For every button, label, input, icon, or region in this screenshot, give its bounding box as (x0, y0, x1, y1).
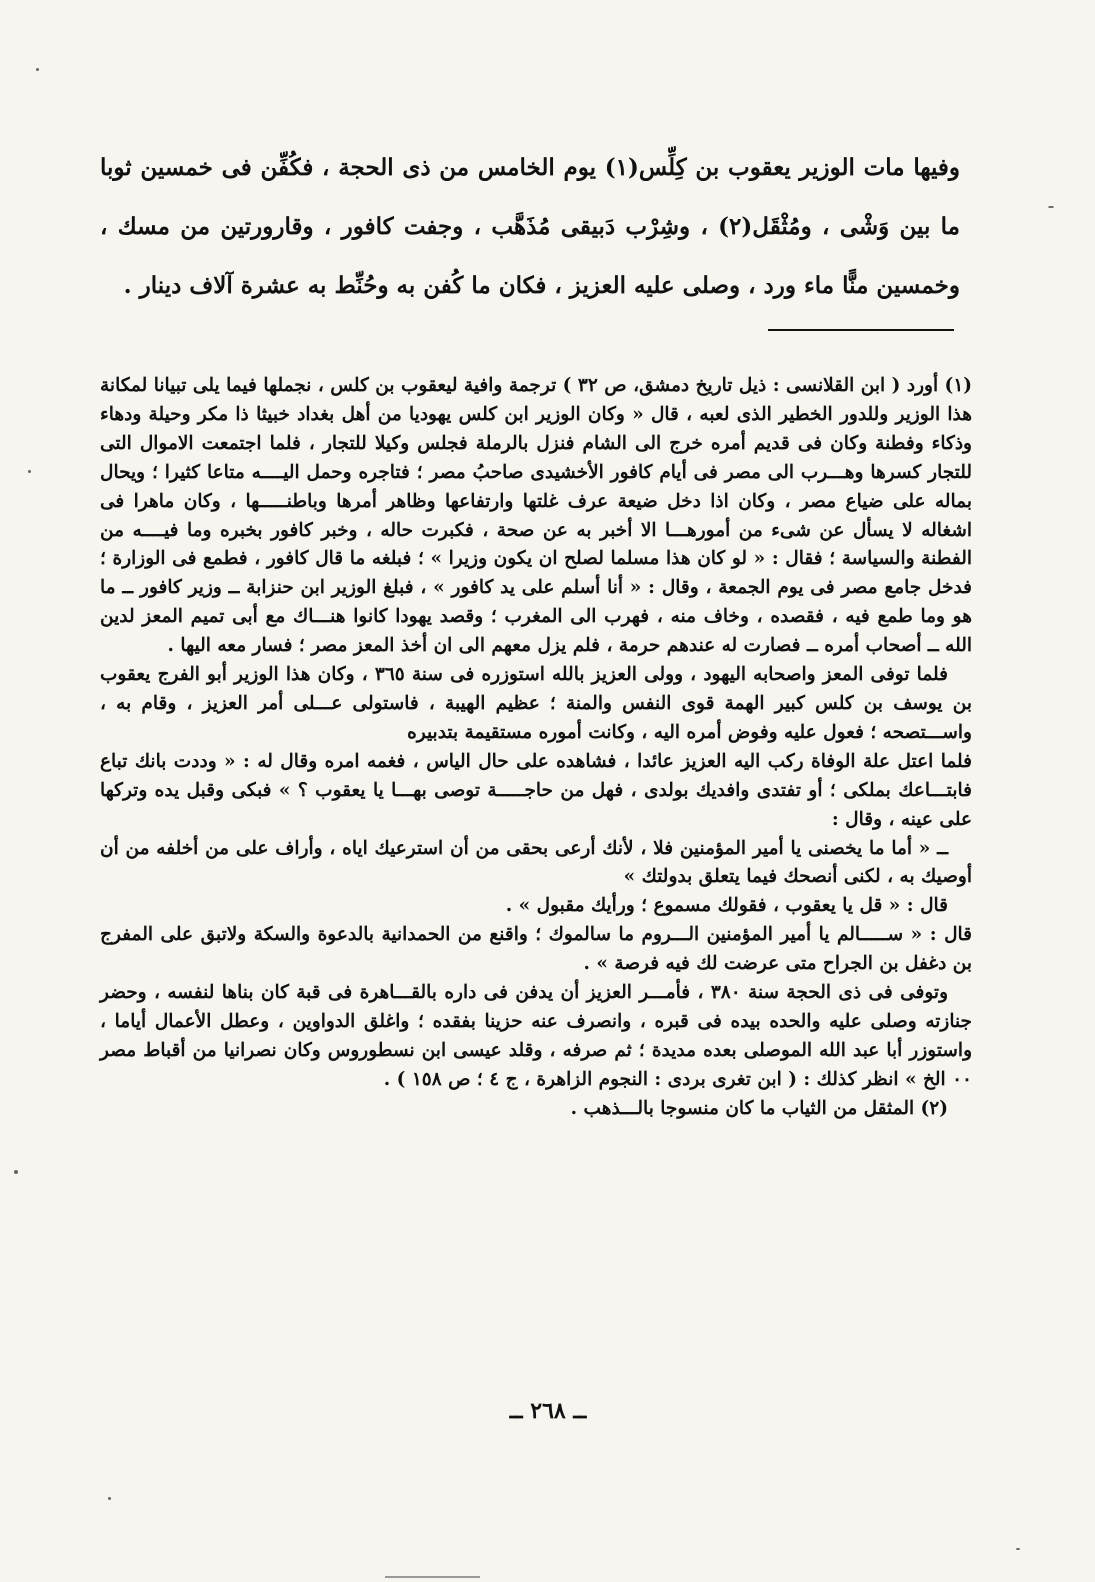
scan-speck (1048, 206, 1054, 208)
footnote-1-paragraph: وتوفى فى ذى الحجة سنة ٣٨٠ ، فأمـــر العزيز أن يدفن فى داره بالقـــاهرة فى قبة كان بناها لنفسه ، وحضر جنازته وصلى عليه والحده بيده فى قبره ، وانصرف عنه حزينا بفقده ؛ واغلق الدواوين ، وعطل الأعمال أياما ، واستوزر أبا عبد الله الموصلى بعده مديدة ؛ ثم صرفه ، وقلد عيسى ابن نسطوروس وكان نصرانيا من أقباط مصر ٠٠ الخ » انظر كذلك : ( ابن تغرى بردى : النجوم الزاهرة ، ج ٤ ؛ ص ١٥٨ ) . (100, 982, 972, 1090)
footnote-1-quote: ــ « أما ما يخصنى يا أمير المؤمنين فلا ، لأنك أرعى بحقى من أن استرعيك اياه ، وأراف على من أخلفه من أن أوصيك به ، لكنى أنصحك فيما يتعلق بدولتك » (100, 837, 972, 888)
footnote-1-paragraph: فلما توفى المعز واصحابه اليهود ، وولى العزيز بالله استوزره فى سنة ٣٦٥ ، وكان هذا الوزير أبو الفرج يعقوب بن يوسف بن كلس كبير الهمة قوى النفس والمنة ؛ عظيم الهيبة ، فاستولى عـــلى أمر العزيز ، وقام به ، واســـتصحه ؛ فعول عليه وفوض أمره اليه ، وكانت أموره مستقيمة بتدبيره (100, 664, 972, 743)
footnote-1-paragraph: (١) أورد ( ابن القلانسى : ذيل تاريخ دمشق، ص ٣٢ ) ترجمة وافية ليعقوب بن كلس ، نجملها فيما يلى تبيانا لمكانة هذا الوزير وللدور الخطير الذى لعبه ، قال « وكان الوزير ابن كلس يهوديا من أهل بغداد خبيثا ذا مكر وحيلة ودهاء وذكاء وفطنة وكان فى قديم أمره خرج الى الشام فنزل بالرملة فجلس وكيلا للتجار ، فلما اجتمعت الاموال التى للتجار كسرها وهـــرب الى مصر فى أيام كافور الأخشيدى صاحبُ مصر ؛ فتاجره وحمل اليــــه متاعا كثيرا ؛ ويحال بماله على ضياع مصر ، وكان اذا دخل ضيعة عرف غلتها وارتفاعها وظاهر أمرها وباطنـــــها ، وكان ماهرا فى اشغاله لا يسأل عن شىء من أمورهـــا الا أخبر به عن صحة ، فكبرت حاله ، وخبر كافور بخبره وما فيــــه من الفطنة والسياسة ؛ فقال : « لو كان هذا مسلما لصلح ان يكون وزيرا » ؛ فبلغه ما قال كافور ، فطمع فى الوزارة ؛ فدخل جامع مصر فى يوم الجمعة ، وقال : « أنا أسلم على يد كافور » ، فبلغ الوزير ابن حنزابة ــ وزير كافور ــ ما هو وما طمع فيه ، فقصده ، وخاف منه ، فهرب الى المغرب ؛ وقصد يهودا كانوا هنـــاك مع أبى تميم المعز لدين الله ــ أصحاب أمره ــ فصارت له عندهم حرمة ، فلم يزل معهم الى ان أخذ المعز مصر ؛ فسار معه اليها . (100, 375, 973, 657)
footnote-separator (768, 329, 954, 331)
scan-edge-mark (385, 1576, 480, 1578)
scan-speck (108, 1497, 111, 1500)
footnote-2: (٢) المثقل من الثياب ما كان منسوجا بالـــذهب . (570, 1097, 948, 1119)
scan-speck (36, 68, 39, 71)
footnote-1-quote: قال : « ســـــالم يا أمير المؤمنين الـــروم ما سالموك ؛ واقنع من الحمدانية بالدعوة والسكة ولاتبق على المفرج بن دغفل بن الجراح متى عرضت لك فيه فرصة » . (100, 924, 972, 975)
main-paragraph: وفيها مات الوزير يعقوب بن كِلِّس(١) يوم الخامس من ذى الحجة ، فكُفِّن فى خمسين ثوبا ما بين وَشْى ، ومُثْقَل(٢) ، وشِرْب دَبيقى مُذَهَّب ، وجفت كافور ، وقارورتين من مسك ، وخمسين منًّا ماء ورد ، وصلى عليه العزيز ، فكان ما كُفن به وحُنِّط به عشرة آلاف دينار . (100, 154, 961, 299)
scan-speck (14, 1170, 18, 1174)
page-number: ــ ٢٦٨ ــ (509, 1398, 587, 1424)
scan-speck (1016, 1548, 1020, 1550)
footnote-1-paragraph: فلما اعتل علة الوفاة ركب اليه العزيز عائدا ، فشاهده على حال الياس ، فغمه امره وقال له : « وددت بانك تباع فابتـــاعك بملكى ؛ أو تفتدى وافديك بولدى ، فهل من حاجـــــة توصى بهـــا يا يعقوب ؟ » فبكى وقبل يده وتركها على عينه ، وقال : (100, 750, 972, 830)
footnotes-block (100, 372, 972, 1124)
footnote-1-quote: قال : « قل يا يعقوب ، فقولك مسموع ؛ ورأيك مقبول » . (505, 895, 948, 917)
scan-speck (28, 470, 31, 473)
